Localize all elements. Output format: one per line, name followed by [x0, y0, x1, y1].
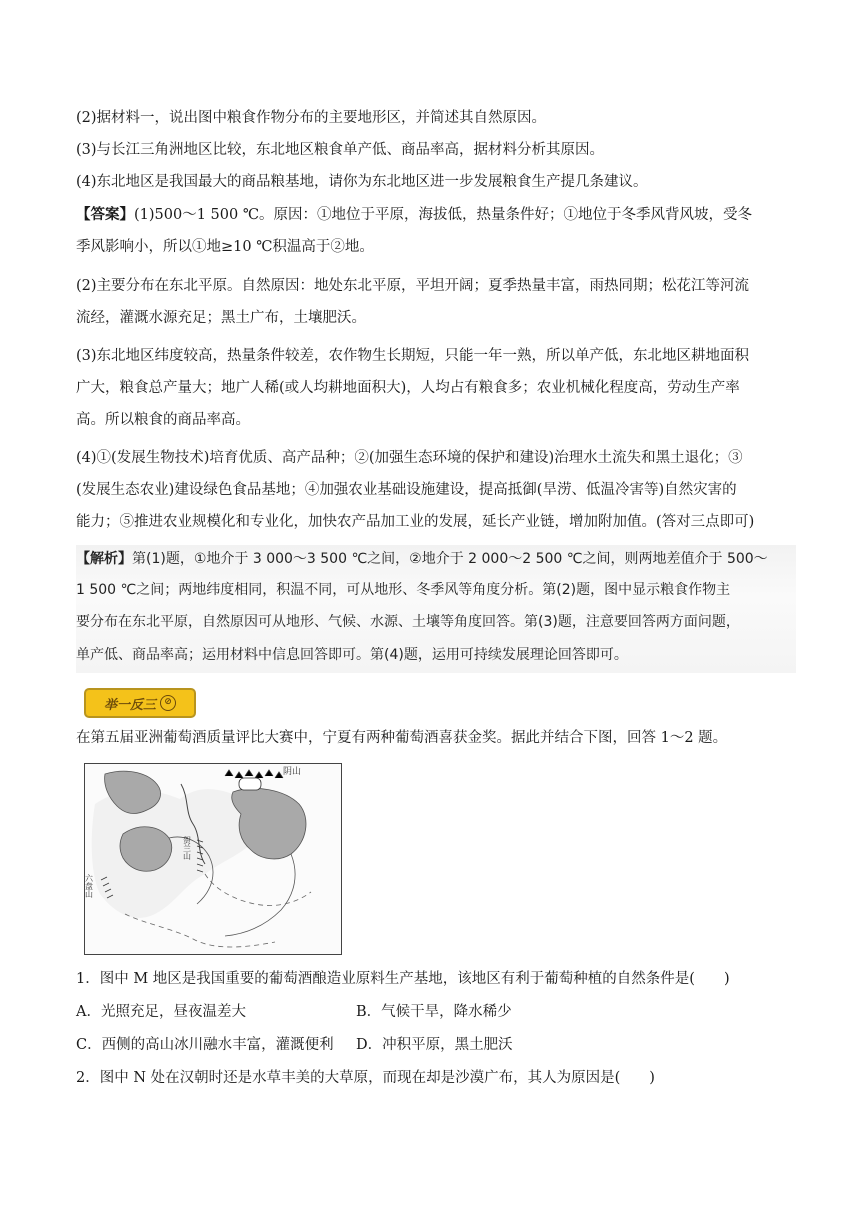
answer-text-1: (1)500～1 500 ℃。原因：①地位于平原，海拔低，热量条件好；①地位于冬季风背风坡，受冬 — [134, 207, 753, 223]
answer-line-6: 广大，粮食总产量大；地广人稀(或人均耕地面积大)，人均占有粮食多；农业机械化程度高，劳动生产率 — [76, 380, 740, 396]
analysis-line-2: 1 500 ℃之间；两地纬度相同，积温不同，可从地形、冬季风等角度分析。第(2)题，图中显示粮食作物主 — [76, 582, 731, 598]
answer-line-4: 流经，灌溉水源充足；黑土广布，土壤肥沃。 — [76, 310, 366, 326]
answer-line-7: 高。所以粮食的商品率高。 — [76, 412, 250, 428]
answer-label: 【答案】 — [76, 206, 134, 223]
question-3: (3)与长江三角洲地区比较，东北地区粮食单产低、商品率高，据材料分析其原因。 — [76, 142, 605, 158]
map-label-yinshan: 阴山 — [283, 767, 302, 777]
answer-line-2: 季风影响小，所以①地≥10 ℃积温高于②地。 — [76, 239, 374, 255]
analysis-text-1: 第(1)题，①地介于 3 000～3 500 ℃之间，②地介于 2 000～2 500 ℃之间，则两地差值介于 500～ — [132, 551, 768, 567]
q1-option-b: B．气候干旱，降水稀少 — [356, 1004, 512, 1020]
map-figure — [84, 763, 342, 955]
section-badge — [84, 688, 196, 718]
question-4: (4)东北地区是我国最大的商品粮基地，请你为东北地区进一步发展粮食生产提几条建议。 — [76, 174, 648, 190]
map-label-liupan: 六盘山 — [85, 874, 94, 898]
map-label-helan: 贺兰山 — [182, 836, 192, 860]
analysis-line-1 — [76, 549, 796, 569]
q1-option-a: A．光照充足，昼夜温差大 — [76, 1004, 246, 1020]
arrow-circle-icon: ⊘ — [160, 695, 176, 711]
answer-line-10: 能力；⑤推进农业规模化和专业化，加快农产品加工业的发展，延长产业链，增加附加值。(答对三点即可) — [76, 514, 755, 530]
analysis-label: 【解析】 — [76, 551, 132, 567]
q1-option-c: C．西侧的高山冰川融水丰富，灌溉便利 — [76, 1037, 334, 1053]
answer-line-3: (2)主要分布在东北平原。自然原因：地处东北平原，平坦开阔；夏季热量丰富，雨热同期；松花江等河流 — [76, 278, 750, 294]
answer-line-9: (发展生态农业)建设绿色食品基地；④加强农业基础设施建设，提高抵御(旱涝、低温冷害等)自然灾害的 — [76, 482, 737, 498]
answer-line-8: (4)①(发展生物技术)培育优质、高产品种；②(加强生态环境的保护和建设)治理水土流失和黑土退化；③ — [76, 450, 743, 466]
analysis-line-4: 单产低、商品率高；运用材料中信息回答即可。第(4)题，运用可持续发展理论回答即可。 — [76, 647, 628, 663]
answer-line-1 — [76, 205, 796, 225]
q2-stem: 2．图中 N 处在汉朝时还是水草丰美的大草原，而现在却是沙漠广布，其人为原因是( ) — [76, 1070, 655, 1086]
analysis-line-3: 要分布在东北平原，自然原因可从地形、气候、水源、土壤等角度回答。第(3)题，注意要回答两方面问题， — [76, 614, 740, 630]
answer-line-5: (3)东北地区纬度较高，热量条件较差，农作物生长期短，只能一年一熟，所以单产低，东北地区耕地面积 — [76, 348, 750, 364]
question-2: (2)据材料一，说出图中粮食作物分布的主要地形区，并简述其自然原因。 — [76, 110, 547, 126]
map-svg — [85, 764, 341, 954]
intro-text: 在第五届亚洲葡萄酒质量评比大赛中，宁夏有两种葡萄酒喜获金奖。据此并结合下图，回答 1～2 题。 — [76, 730, 728, 746]
q1-option-d: D．冲积平原，黑土肥沃 — [356, 1037, 513, 1053]
q1-stem: 1．图中 M 地区是我国重要的葡萄酒酿造业原料生产基地，该地区有利于葡萄种植的自然条件是( ) — [76, 971, 730, 987]
badge-text: 举一反三 — [103, 697, 156, 713]
